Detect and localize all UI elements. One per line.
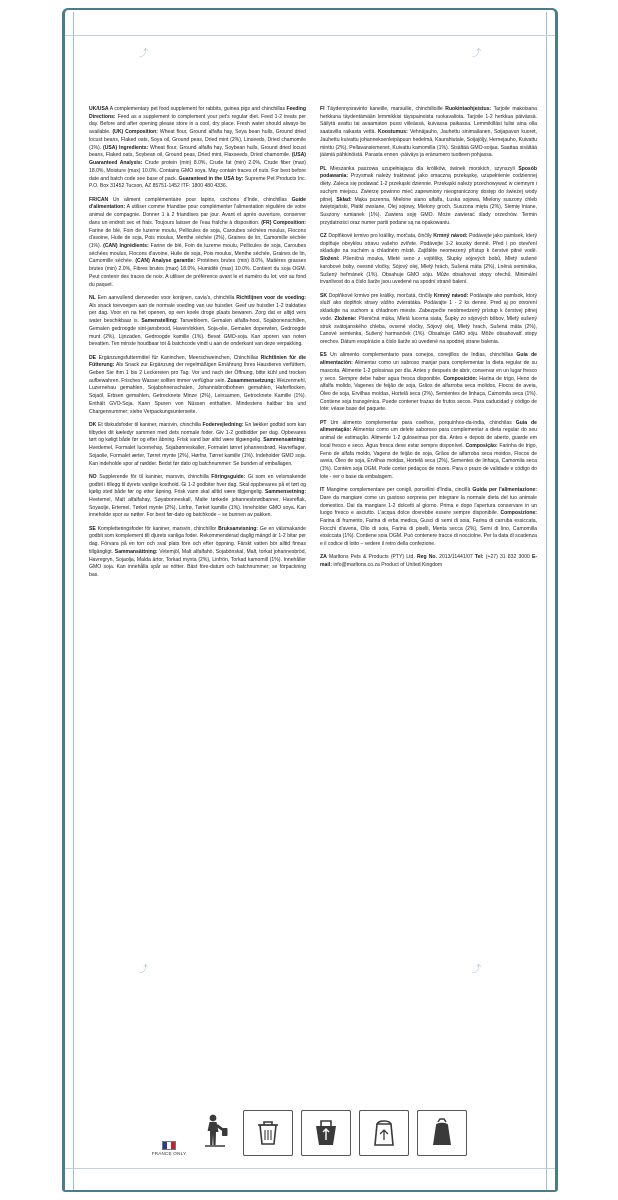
fr-can-guide-text: A utiliser comme friandise pour complémenter l'alimentation régulière de votre animal de compagnie. Donner 1 à 2 friandises par jour. Avant et après ouverture, conserver dans un endroit sec et frais. Toujours laisser de l'eau fraîche à disposition. xyxy=(89,204,307,226)
uk-composition-label: (UK) Composition: xyxy=(112,129,158,136)
can-ingredients-text: Farine de blé, Foin de luzerne moulu, Pellicules de soja, Caroubes séchées moulus, Flocons d'avoine, Huile de soja, Pois moulus, Menthe séchée, Graines de lin, Camomille séchée. xyxy=(89,242,306,265)
dk-guide-text: En lækker godbid som kan tilbydes dit kæledyr sammen med dets normale foder. Giv 1-2 godbidder per dag. Opbevares tørt og køligt både før og efter åbning. Frisk vand bør altid være tilgængelig. xyxy=(89,421,307,444)
pt-guide-text: Alimentar como um delete saboroso para complementar a dieta regular do seu animal de estimação. Alimente 1-2 guloseimas por dia. Antes e depois de aberto, guarde em local fresco e seco. Água fresca deve estar sempre disponível. xyxy=(320,427,537,449)
pl-heading: PL xyxy=(320,165,327,172)
es-guide-text: Alimentar como un sabroso manjar para complementar la dieta regular de su mascota. Alimente 1-2 golosinas por día. Antes y después de abrir, conservar en un lugar fresco y seco. Siempre debe haber agua fresca disponible. xyxy=(320,360,537,382)
it-heading: IT xyxy=(320,487,325,494)
bag-left-edge-line xyxy=(73,12,74,1190)
es-intro: Un alimento complementario para conejos, conejillos de Indias, chinchillas xyxy=(330,352,514,359)
fi-intro: Täydennysravinto kaneille, marsuille, chinchilloille xyxy=(327,106,443,112)
no-composition-label: Sammensetning: xyxy=(264,489,307,496)
es-composition-label: Composición: xyxy=(443,375,478,382)
can-ingredients-label: (CAN) Ingrédients: xyxy=(103,242,149,249)
fr-can-guide-heading: Guide d'alimentation: xyxy=(89,196,306,211)
uk-usa-feeding-heading: Feeding Directions: xyxy=(89,106,307,120)
pl-intro: Mieszanka paszowa uzupełniająca dla królików, świnek morskich, szynszyli xyxy=(330,165,515,172)
usa-ingredients-label: (USA) Ingredients: xyxy=(103,144,149,151)
recycle-bag-icon xyxy=(359,1110,409,1156)
se-guide-heading: Bruksanvisning: xyxy=(218,525,259,532)
recycling-icon-strip xyxy=(151,1104,587,1156)
fr-can-heading: FR/CAN xyxy=(89,196,109,203)
nl-composition-label: Samenstelling: xyxy=(141,318,178,325)
usa-guaranteed-text: Crude protein (min) 8.0%, Crude fat (min) 2.0%, Crude fiber (max) 18.0%, Moisture (max) 10.0%. Contains GMO soya. May contain traces of nuts. For best before date and batch code see base of pack. xyxy=(89,160,307,182)
fi-composition-text: Vehnäjauho, Jauhettu sinimailanen, Soijapavun kuoret, Jauhettu kuivattu johanneksenleipäpuun hedelmä, Kaurahiutale, Soijajöljy, Hernejauho, Kuivattu minttu (2%), Pellavansiemenet, Kuivattu kamomilla (1%). Sisältää GMO-soijaa. Saattaa sisältää jäämiä pähkinöistä. Parasta ennen -päiväys ja eränumero tuotteen pohjassa. xyxy=(320,129,537,159)
sk-intro: Doplňkové krmivo pre králiky, morčatá, činčily xyxy=(328,292,433,299)
guaranteed-by-text: Supreme Pet Products Inc. P.O. Box 31452 Tucson, AZ 85751-1452 ITF: 1800 480 4336. xyxy=(89,175,307,190)
no-heading: NO xyxy=(89,473,97,480)
fi-guide-text: Tarjoile makoisana herkkuna täydentämään lemmikkisi täyspainoista ruokavaliota. Tarjoile 1-2 herkkua päivässä. Säilytä avattu tai avaamaton pussi viileässä, kuivassa paikassa. Lemmikilläsi tulisi aina olla saatavilla raikasta vettä. xyxy=(320,106,537,136)
pt-guide-heading: Guia de alimentação: xyxy=(320,419,538,434)
pt-composition-text: Farinha de trigo, Feno de alfafa moldo, Vagens de feijão de soja, Grãos de alfarroba seca moidos, Flocos de aveia, Óleo de soja, Ervilhas moidas, Hortelã seca (2%), Sementes de linhaça, Camomila seca (1%). Contém soja OGM. Pode conter pedaços de nozes. Para o prazo de validade e código do lote - ver o base da embalagem. xyxy=(320,442,537,480)
recycle-paper-bin-icon xyxy=(243,1110,293,1156)
de-guide-text: Als Snack zur Ergänzung der regelmäßigen Ernährung Ihres Haustieres verfüttern, Geben Sie ihm 1 bis 2 Leckereien pro Tag. Vor und nach der Öffnung, bitte kühl und trocken aufbewahren. Frisches Wasser sollten immer verfügbar sein. xyxy=(89,362,306,384)
section-nl xyxy=(89,295,306,349)
dk-heading: DK xyxy=(89,421,97,428)
section-es xyxy=(320,352,537,414)
section-za-manufacturer xyxy=(320,554,537,569)
pl-composition-text: Mąka pszenna, Mielone siano alfalfa, Łuska sojowa, Mielony suszony chleb świętojański, Płatki owsiane, Olej sojowy, Mielony groch, Suszona mięta (2%), Siemię lniane, Suszony rumianek (1%). Zawiera soję GMO. Może zawierać ślady orzechów. Termin przydatności oraz numer partii podane są na opakowaniu. xyxy=(320,196,538,226)
uk-usa-heading: UK/USA xyxy=(89,106,109,112)
left-text-column xyxy=(89,106,306,585)
se-heading: SE xyxy=(89,525,96,532)
right-text-column xyxy=(320,106,537,585)
za-heading: ZA xyxy=(320,554,327,561)
pl-guide-text: Przysmak należy traktować jako smaczną przekąskę, uzupełnienie codziennej diety. Zaleca się podawać 1-2 przekąski dziennie. Przekąski należy przechowywać w ciemnym i suchym miejscu. Zwierzę powinno mieć zapewniony nieograniczony dostęp do świeżej wody pitnej. xyxy=(320,173,538,203)
pt-intro: Um alimento complementar para coelhos, porquinhos-da-india, chinchilas xyxy=(330,419,512,426)
fold-mark-bottom-right: ⤴ xyxy=(471,964,481,974)
section-uk-usa xyxy=(89,106,306,191)
recycle-bin-icon xyxy=(301,1110,351,1156)
it-composition-label: Composizione: xyxy=(500,510,537,517)
pet-food-bag-back-panel xyxy=(62,8,558,1192)
nl-composition-text: Tarwebloem, Gemalen alfalfa-hooi, Sojabonenschillen, Gemalen gedroogde sint-jansbrood, Havervlokken, Soja-olie, Gemalen doperwten, Gedroogde munt (2%), Lijnzaden, Gedroogde kamille (1%). Bevat GMO-soja. Kan sporen van noten bevatten. Ten minste houdbaar tot & batchcode vindt u aan de onderkant van deze verpakking. xyxy=(89,318,306,348)
section-de xyxy=(89,355,306,417)
nl-heading: NL xyxy=(89,294,96,301)
guaranteed-by-label: Guaranteed in the USA by: xyxy=(178,175,244,182)
uk-usa-intro: A complementary pet food supplement for rabbits, guinea pigs and chinchillas xyxy=(109,106,285,112)
sk-heading: SK xyxy=(320,292,328,299)
no-guide-heading: Fôringsguide: xyxy=(211,473,246,480)
section-pt xyxy=(320,420,537,482)
de-composition-text: Weizenmehl, Luzernehau gemahlen, Sojabohnenschalen, Johannisbrotbohnen gemahlen, Haferflocken, Sojaöl, Erbsen gemahlen, Getrocknete Minze (2%), Leinsamen, Getrocknete Kamille (1%). Enthält GVO-Soja. Kann Spuren von Nüssen enthalten. Mindestens haltbar bis und Chargennummer; siehe Verpackungsunterseite. xyxy=(89,377,306,415)
nl-intro: Een aanvullend diervoeder voor konijnen, cavia's, chinchilla xyxy=(97,294,235,301)
no-guide-text: Gi som en velsmakende godbit i tillegg til dyrets vanlige kosthold. Gi 1-2 godbiter hver dag. Skal oppbevares på et tørt og kjølig sted både før og etter åpning. Frisk vann skal alltid være tilgjengelig. xyxy=(89,473,306,496)
es-guide-heading: Guía de alimentación: xyxy=(320,352,538,367)
usa-ingredients-text: Wheat flour, Ground alfalfa hay, Soybean hulls, Ground dried locust beans, Flaked oats, Soybean oil, Ground peas, Dried mint, Flaxseeds, Dried chamomile. xyxy=(89,144,306,159)
uk-composition-text: Wheat flour, Ground alfalfa hay, Soya bean hulls, Ground dried locust beans, Flaked oats, Soya oil, Ground peas, Dried mint (2%), Linseeds, Dried chamomile (1%). xyxy=(89,129,306,151)
sk-guide-text: Podávajte ako pamlsok, ktorý služí ako doplňok stravy vášho zvieratáka. Podávajte 1 - 2 ks denne. Pred aj po otvorení skladujte na suchom a chladnom mieste. Zabezpečte neobmedzený prístup k čerstvej pitnej vode. xyxy=(320,292,538,322)
de-heading: DE xyxy=(89,354,97,361)
dk-composition-text: Hvedemel, Formalet lucernehay, Sojabønneskaller, Formalet tørret johannesbrød, Havreflager, Sojaolie, Formalet ærter, Tørret mynte (2%), Hørfrø, Tørret kamille (1%). Indeholder GMO soja. Kan indeholde spor af nødder. Bedst før dato og batchnummer: Se bunden af emballagen. xyxy=(89,445,306,467)
bag-right-edge-line xyxy=(546,12,547,1190)
cz-guide-text: Podávejte jako pamlsek, který doplňuje obvyklou stravu vašeho zvířete. Podávejte 1-2 kousky denně. Před i po otevření skladujte na suchém a chladném místě. Zajištěte neomezený přístup k čerstvé pitné vodě. xyxy=(320,233,538,255)
waste-bag-icon xyxy=(417,1110,467,1156)
uk-usa-feeding-text: Feed as a supplement to complement your pet's regular diet. Feed 1-2 treats per day. Before and after opening please store in a cool, dry place. Fresh water should always be available. xyxy=(89,113,306,136)
section-se xyxy=(89,526,306,580)
fi-guide-heading: Ruokintaohjeistus: xyxy=(445,106,492,112)
sk-composition-label: Zloženie: xyxy=(334,315,357,322)
it-guide-text: Dare da mangiare come un gustoso sorpresa per integrare la normale dieta del tuo animale domestico. Dai da mangiare 1-2 dolcetti al giorno. Prima e dopo l'apertura conservare in un luogo fresco e asciutto. L'acqua dolce dovrebbe essere sempre disponibile. xyxy=(320,494,537,517)
section-pl xyxy=(320,166,537,228)
se-intro: Kompletteringsfoder för kaniner, marsvin, chinchillor xyxy=(97,525,217,532)
de-guide-heading: Richtlinien für die Fütterung: xyxy=(89,354,306,369)
fi-heading: FI xyxy=(320,106,325,112)
sk-composition-text: Pšeničná müka, Mletá lucerna siata, Šupky zo sójových bôbov, Mletý sušený struk svätojanského chleba, ovsené vločky, Sójový olej, Mletý hrach, Sušená mäta (2%), Ľanové semienka, Sušený harmanček (1%). Obsahuje GMO sóju. Môže obsahovatť stopy orechov. Dátum exspírácie a číslo šarže sú uvedené na spodnej strane balenia. xyxy=(320,315,537,346)
it-intro: Mangime complementare per conigli, porcellini d'India, cincillà xyxy=(326,487,471,494)
de-composition-label: Zusammensetzung: xyxy=(227,377,276,384)
pt-heading: PT xyxy=(320,419,327,426)
za-email-label: E-mail: xyxy=(320,554,538,569)
france-flag-icon xyxy=(162,1141,176,1150)
se-composition-text: Vetemjöl, Malt alfalfahö, Sojabönskal, Malt, torkat johannesbröd, Havregryn, Sojaolja, Malda ärtor, Torkad mynta (2%), Linfrön, Torkad kamomill (1%). Innehåller GMO soja. Kan innehålla spår av nötter. Bäst före-datum och batchnummer; se förpackning bas. xyxy=(89,548,306,579)
france-only-badge xyxy=(151,1141,187,1157)
fold-mark-bottom-left: ⤴ xyxy=(139,964,149,974)
es-heading: ES xyxy=(320,352,327,359)
se-guide-text: Ge en välsmakande godbit som komplement till djurets vanliga foder. Rekommenderad daglig mängd är 1-2 bitar per dag. Förvara på en torr och sval plats före och efter öppning. Färskt vatten bör alltid finnas tillgängligt. xyxy=(89,525,307,555)
es-composition-text: Harina de trigo, Heno de alfalfa molido, Vagenes de feijão de soja, Grãos de alfarroba seca molidos, Flocos de aveia, Óleo de soja, Ervilhas moídas, Hortelã seca (2%), Semientes de linhaça, Camomila seca (1%). Contiene soja transgénica. Puede contener trazas de frutos secos. Para caducidad y código de lote: véase base del paquete. xyxy=(320,375,537,413)
section-it xyxy=(320,487,537,549)
sk-guide-heading: Krmný návod: xyxy=(433,292,469,299)
can-analysis-text: Protéines brutes (min) 8.0%, Matières grasses brutes (min) 2.0%, Fibres brutes (max) 18.0%, Humidité (max) 10.0%. Contient du soja OGM. Peut contenir des traces de noix. A utiliser de préférence avant le et numéro du lot; voir au fond du paquet. xyxy=(89,258,307,288)
nl-guide-heading: Richtlijnen voor de voeding: xyxy=(236,294,306,301)
usa-guaranteed-label: (USA) Guaranteed Analysis: xyxy=(89,152,306,167)
fold-mark-top-right: ⤴ xyxy=(471,48,481,58)
no-composition-text: Hvetemel, Malt alfalfahay, Søyabonneskall, Malte tørkede johannesbrødbanner, Havreflak, Soyaolje, Ertemel, Tørket mynte (2%), Linfrø, Tørket kamille (1%). Inneholder GMO soya. Kan inneholde spor av nøtter. For best før-dato og batchkode – se bunnen av pakken. xyxy=(89,497,306,519)
fr-can-intro: Un aliment complémentaire pour lapins, cochons d'Inde, chinchillas xyxy=(112,196,287,203)
cz-intro: Doplňkové krmivo pro králíky, morčata, činčily xyxy=(328,233,432,240)
de-intro: Ergänzungsfuttermittel für Kaninchen, Meerschweinchen, Chinchillas xyxy=(98,354,259,361)
dk-guide-heading: Fodervejledning: xyxy=(202,421,244,428)
france-only-label: FRANCE ONLY xyxy=(151,1151,187,1156)
fr-composition-text: Farine de blé, Foin de luzerne moulu, Pellicules de soja, Caroubes séchées moulus, Flocons d'avoine, Huile de soja, Pois moulus, Menthe séchée (2%), Graines de lin, Camomille séchée (1%). xyxy=(89,227,306,249)
section-dk xyxy=(89,422,306,468)
cz-heading: CZ xyxy=(320,233,327,240)
za-tel-value: (+27) 31 832 3000 xyxy=(485,554,530,561)
cz-guide-heading: Krmný návod: xyxy=(433,233,468,240)
it-composition-text: Farina di frumento, Farina di erba medica, Gusci di semi di soia, Farina di carruba essiccata, Fiocchi d'avena, Olio di soia, Farina di piselli, Menta secca (2%), Semi di lino, Camomilla essiccata (1%). Contiene soia OGM. Può contenere tracce di nocciolne. Per la data di scadenza e il codice di lotto – vedere il retro della confezione. xyxy=(320,517,537,548)
section-fr-can xyxy=(89,197,306,290)
cz-composition-text: Pšeničná mouka, Mleté seno z vojtěšky, Slupky sójových bobů, Mletý sušené karobové boby, ovesné vločky, Sójový olej, Mletý hrách, Sušená máta (2%), Lněná semináka, Sušený heřmánek (1%). Obsahuje GMO sóju. Může obsahovat stopy ořechů. Minimální trvanlivost do a číslo šarže jsou uvedené na spodní straně balení. xyxy=(320,256,537,286)
bag-top-seal xyxy=(65,10,555,36)
can-analysis-label: (CAN) Analyse garantie: xyxy=(135,258,196,265)
pl-guide-heading: Sposób podawania: xyxy=(320,165,537,180)
za-origin: Product of United Kingdom xyxy=(381,562,443,569)
section-fi xyxy=(320,106,537,160)
bag-bottom-seal xyxy=(65,1168,555,1190)
fi-composition-label: Koostumus: xyxy=(378,129,408,136)
za-company: Marltons Pets & Products (PTY) Ltd. xyxy=(328,554,415,561)
section-sk xyxy=(320,293,537,347)
tidyman-icon xyxy=(195,1108,235,1156)
pl-composition-label: Skład: xyxy=(336,196,352,203)
za-email-value: info@marltons.co.za xyxy=(333,562,380,569)
it-guide-heading: Guida per l'alimentazione: xyxy=(472,487,538,494)
no-intro: Supplerende fôr til kaniner, marsvin, chinchilla xyxy=(99,473,209,480)
za-tel-label: Tel: xyxy=(474,554,484,561)
fr-composition-label: (FR) Composition: xyxy=(261,219,306,226)
label-text-columns xyxy=(89,106,537,585)
section-cz xyxy=(320,233,537,287)
za-reg-value: 2013/11441/07 xyxy=(439,554,473,561)
cz-composition-label: Složení: xyxy=(320,256,340,263)
se-composition-label: Sammansättning: xyxy=(114,548,158,555)
pt-composition-label: Composição: xyxy=(465,442,498,449)
za-reg-label: Reg No. xyxy=(416,554,437,561)
dk-composition-label: Sammensætning: xyxy=(263,437,307,444)
dk-intro: Et tilskudsfoder til kaniner, marsvin, chinchilla xyxy=(97,421,201,428)
section-no xyxy=(89,474,306,520)
nl-guide-text: Als snack toevoegen aan de normale voeding van uw huisdier. Geef uw huisdier 1-2 traktaties per dag. Voor en na het openen, op een koele droge plaats bewaren. Zorg dat er altijd vers water beschikbaar is. xyxy=(89,302,306,325)
fold-mark-top-left: ⤴ xyxy=(139,48,149,58)
